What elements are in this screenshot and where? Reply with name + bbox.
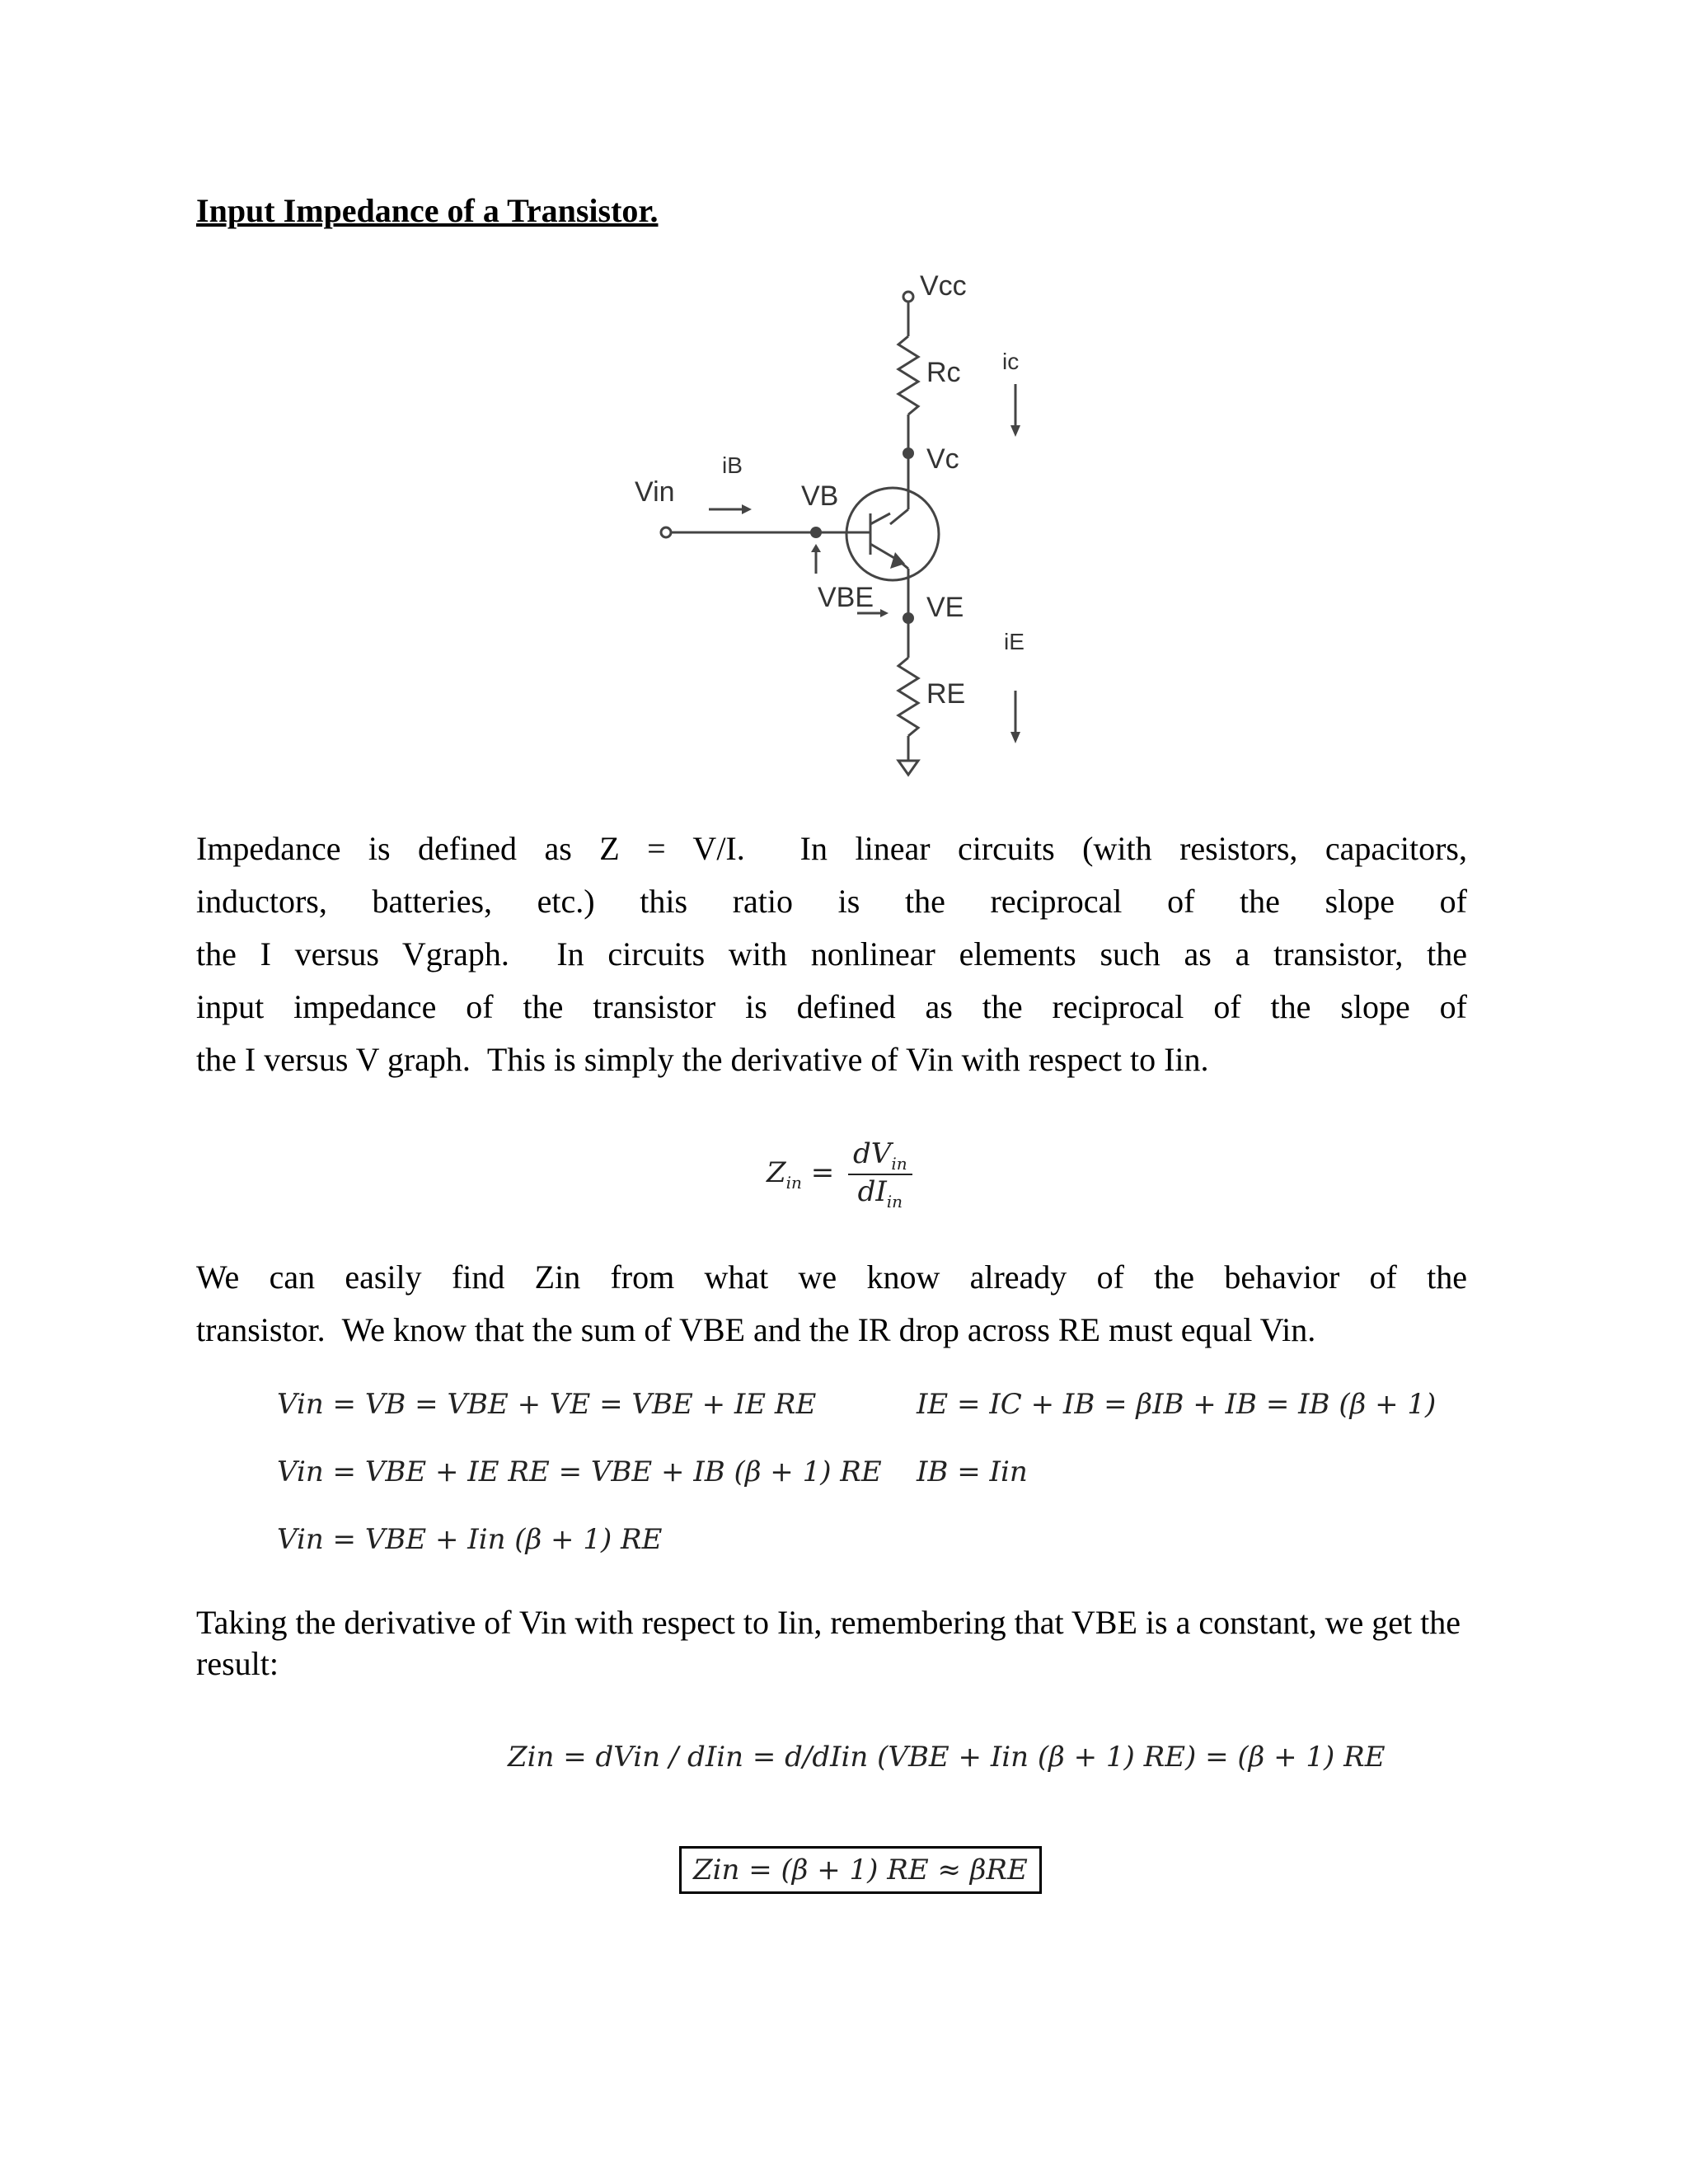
- equation-zin-derivative: $Z_{in}$ = $\frac{dV_{in}}{dI_{in}}$: [767, 1137, 917, 1212]
- equation-ie: IE = IC + IB = βIB + IB = IB (β + 1): [917, 1388, 1437, 1421]
- label-vin: Vin: [635, 476, 675, 508]
- label-ve: VE: [926, 592, 964, 623]
- para1-line-1: Impedance is defined as Z = V/I. In linear circuits (with resistors, capacitors,: [196, 830, 1467, 867]
- eq1-lhs: Z: [767, 1156, 786, 1189]
- label-rc: Rc: [926, 357, 961, 388]
- label-ic: ic: [1002, 349, 1020, 374]
- equation-zin-boxed: Zin = (β + 1) RE ≈ βRE: [679, 1846, 1042, 1894]
- label-vcc: Vcc: [920, 270, 967, 302]
- equation-vin-3: Vin = VBE + Iin (β + 1) RE: [277, 1523, 663, 1556]
- paragraph-find-zin: [196, 1251, 1467, 1357]
- equation-vin-1: Vin = VB = VBE + VE = VBE + IE RE: [277, 1388, 817, 1421]
- label-re: RE: [926, 678, 966, 710]
- para2-line-2: transistor. We know that the sum of VBE and the IR drop across RE must equal Vin.: [196, 1311, 1316, 1348]
- equation-zin-result: Zin = dVin / dIin = d/dIin (VBE + Iin (β + 1) RE) = (β + 1) RE: [508, 1741, 1386, 1774]
- para1-line-2: inductors, batteries, etc.) this ratio is the reciprocal of the slope of: [196, 883, 1467, 920]
- label-ie: iE: [1004, 629, 1025, 654]
- para1-line-4: input impedance of the transistor is defined as the reciprocal of the slope of: [196, 988, 1467, 1025]
- equation-ib: IB = Iin: [917, 1455, 1028, 1488]
- paragraph-impedance-definition: [196, 823, 1467, 1086]
- para1-line-3: the I versus Vgraph. In circuits with nonlinear elements such as a transistor, the: [196, 935, 1467, 972]
- paragraph-taking-derivative: Taking the derivative of Vin with respect to Iin, remembering that VBE is a constant, we get the result:: [196, 1604, 1461, 1682]
- para1-line-5: the I versus V graph. This is simply the derivative of Vin with respect to Iin.: [196, 1041, 1209, 1078]
- equation-vin-2: Vin = VBE + IE RE = VBE + IB (β + 1) RE: [277, 1455, 882, 1488]
- label-vc: Vc: [926, 443, 959, 475]
- label-ib: iB: [722, 452, 743, 478]
- page-title: Input Impedance of a Transistor.: [196, 192, 659, 229]
- para2-line-1: We can easily find Zin from what we know already of the behavior of the: [196, 1258, 1467, 1296]
- label-vb: VB: [801, 480, 839, 512]
- label-vbe: VBE: [818, 582, 874, 613]
- transistor-circuit-diagram: [610, 262, 1104, 806]
